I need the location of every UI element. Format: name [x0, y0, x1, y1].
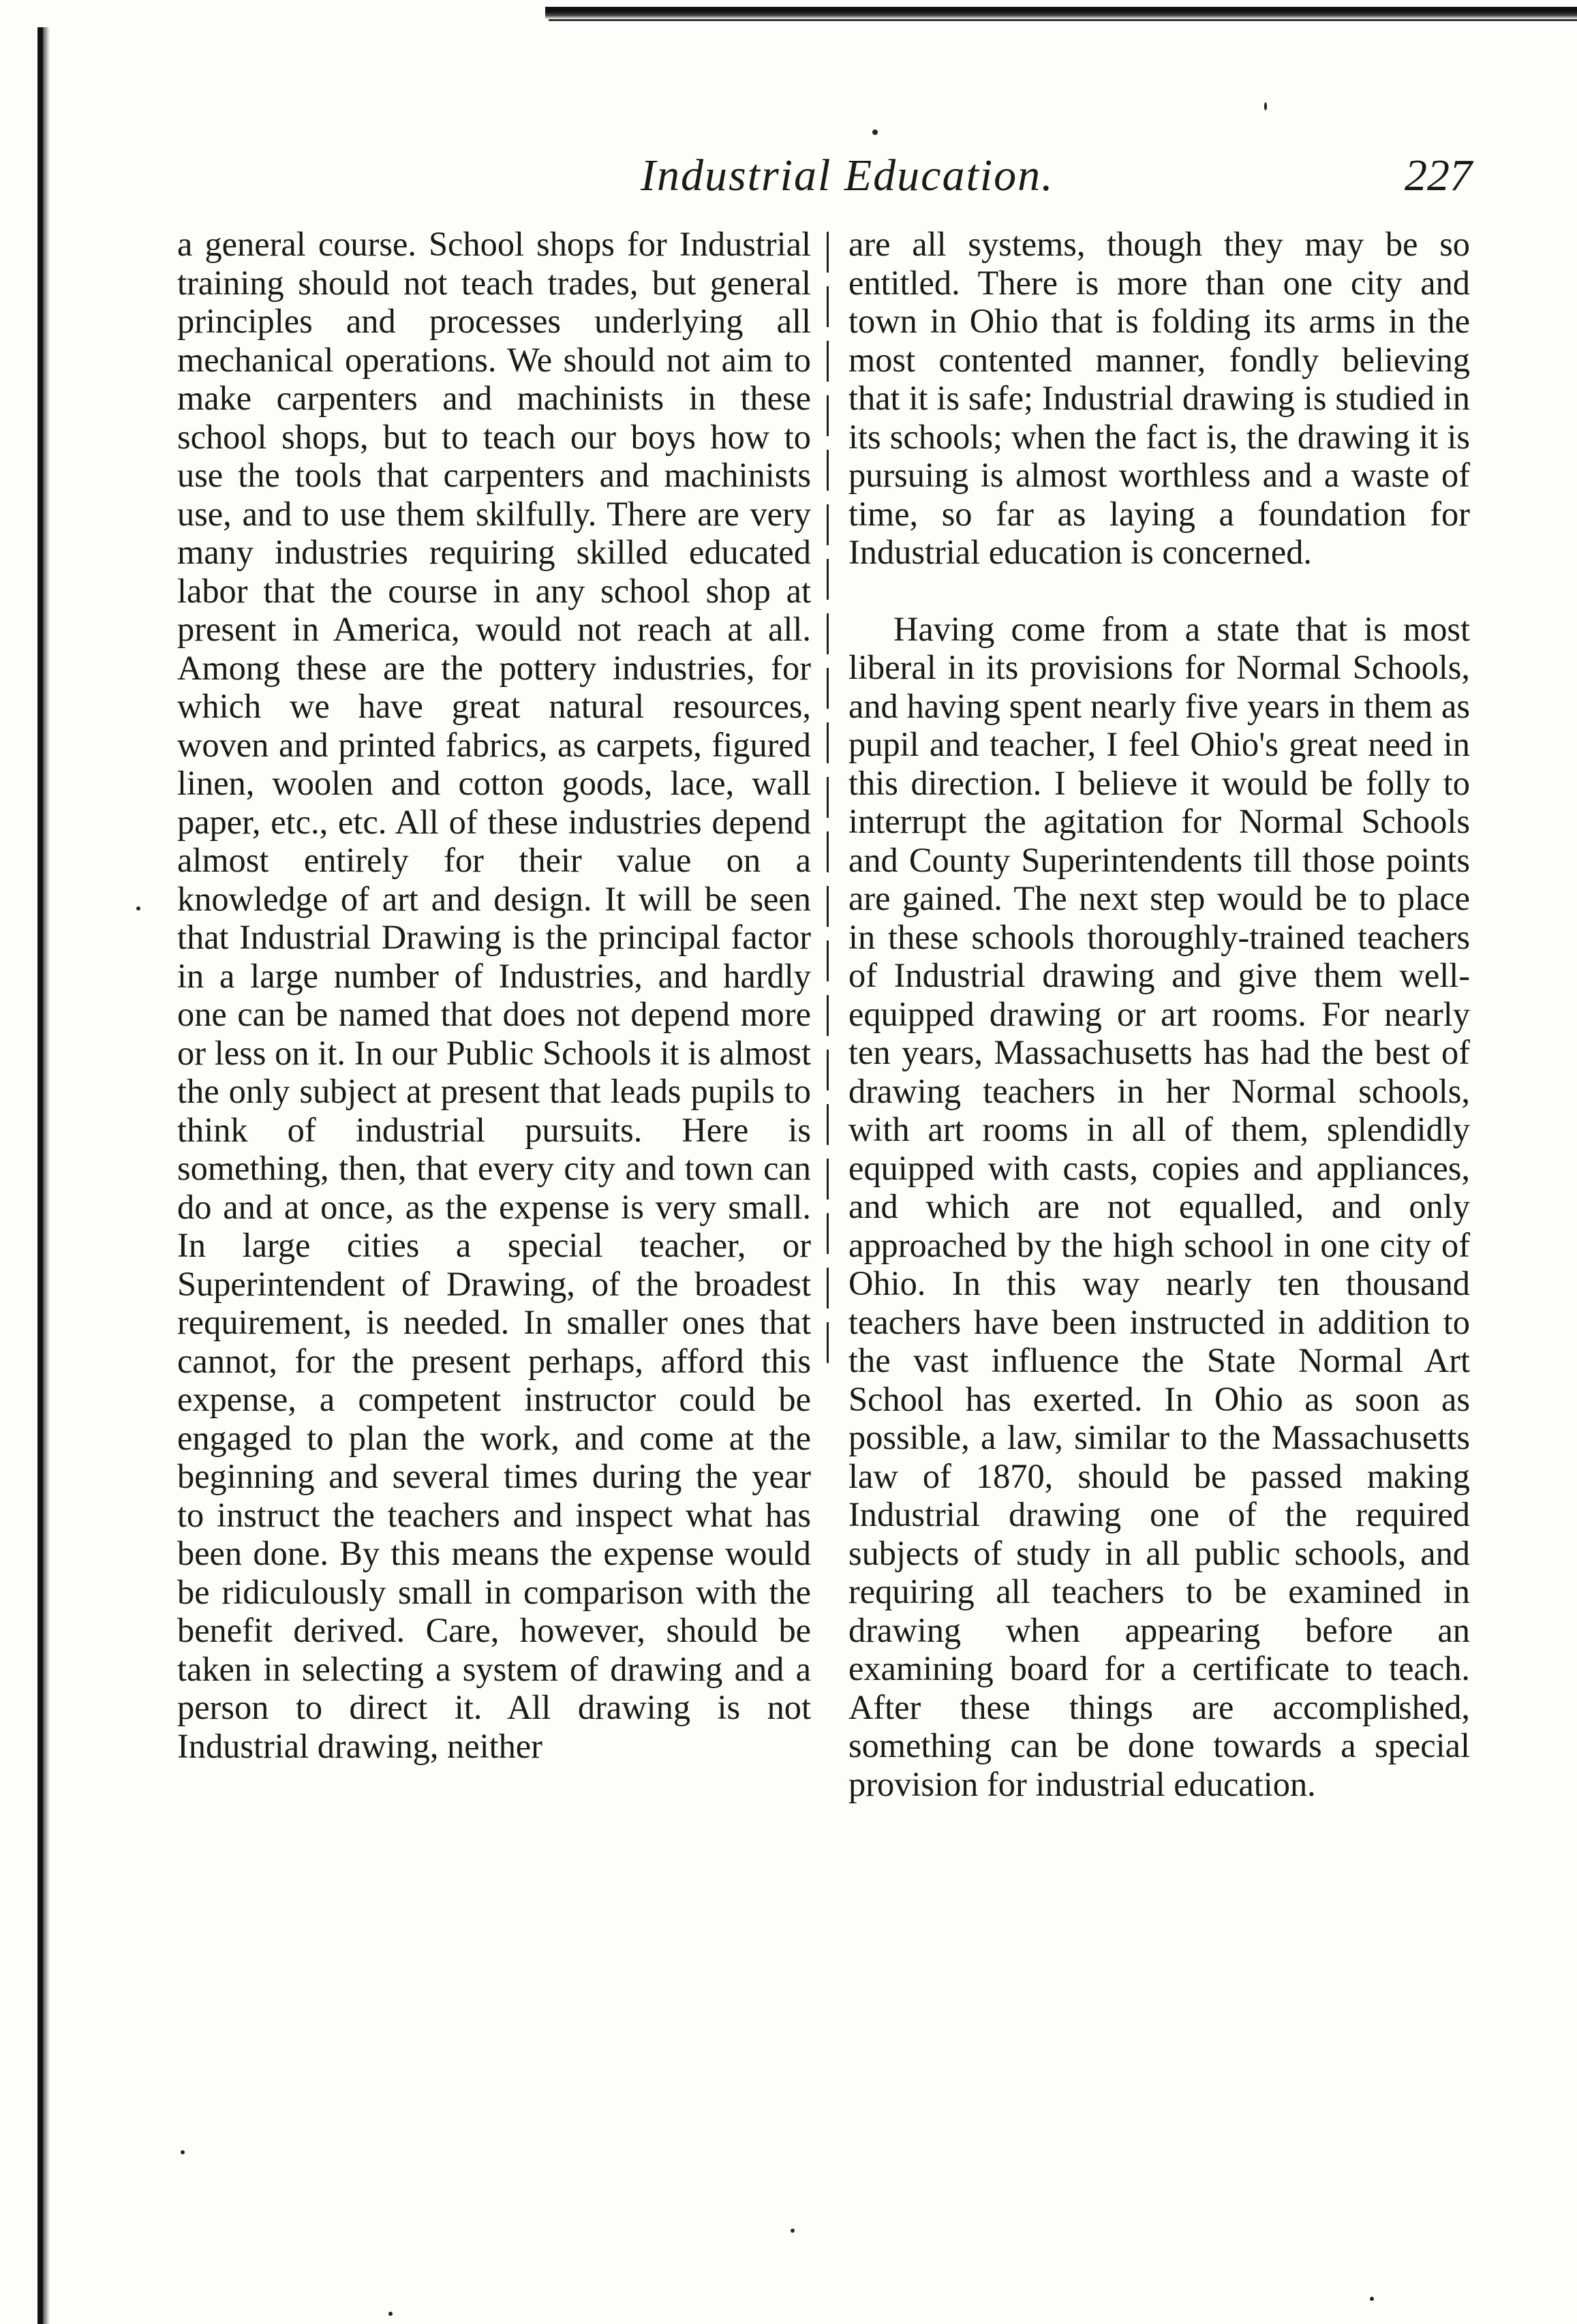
ink-speck [1370, 2297, 1374, 2301]
ink-speck [872, 129, 878, 135]
right-column [848, 225, 1470, 1803]
ink-speck [1264, 102, 1267, 110]
running-head [177, 150, 1472, 204]
left-column [177, 225, 811, 1765]
ink-speck [791, 2229, 795, 2233]
binding-shadow [43, 27, 50, 2324]
top-edge-rule [545, 7, 1577, 19]
column-gutter-rule [827, 232, 829, 1377]
top-edge-thin-rule [549, 19, 1577, 21]
left-column-text: a general course. School shops for Industrial training should not teach trades, but general principles and processes underlying all mechanical operations. We should not aim to make carpenters and machinists in these school shops, but to teach our boys how to use the tools that carpenters and machinists use, and to use them skilfully. There are very many industries requiring skilled educated labor that the course in any school shop at present in America, would not reach at all. Among these are the pottery industries, for which we have great natural resources, woven and printed fabrics, as carpets, figured linen, woolen and cotton goods, lace, wall paper, etc., etc. All of these industries depend almost entirely for their value on a knowledge of art and design. It will be seen that Industrial Drawing is the principal factor in a large number of Industries, and hardly one can be named that does not depend more or less on it. In our Public Schools it is almost the only subject at present that leads pupils to think of industrial pursuits. Here is something, then, that every city and town can do and at once, as the expense is very small. In large cities a special teacher, or Superintendent of Drawing, of the broadest requirement, is needed. In smaller ones that cannot, for the present perhaps, afford this expense, a competent instructor could be engaged to plan the work, and come at the beginning and several times during the year to instruct the teachers and inspect what has been done. By this means the expense would be ridiculously small in comparison with the benefit derived. Care, however, should be taken in selecting a system of drawing and a person to direct it. All drawing is not Industrial drawing, neither [177, 225, 811, 1765]
running-title: Industrial Education. [641, 151, 1054, 200]
right-column-paragraph-1: are all systems, though they may be so entitled. There is more than one city and town in Ohio that is folding its arms in the most contented manner, fondly believing that it is safe; Industrial drawing is studied in its schools; when the fact is, the drawing it is pursuing is almost worthless and a waste of time, so far as laying a foundation for Industrial education is concerned. [848, 225, 1470, 571]
binding-edge [37, 27, 43, 2324]
page-number: 227 [1405, 151, 1472, 200]
ink-speck [136, 906, 140, 911]
right-column-paragraph-2: Having come from a state that is most liberal in its provisions for Normal Schools, and having spent nearly five years in them as pupil and teacher, I feel Ohio's great need in this direction. I believe it would be folly to interrupt the agitation for Normal Schools and County Superintendents till those points are gained. The next step would be to place in these schools thoroughly-trained teachers of Industrial drawing and give them well-equipped drawing or art rooms. For nearly ten years, Massachusetts has had the best of drawing teachers in her Normal schools, with art rooms in all of them, splendidly equipped with casts, copies and appliances, and which are not equalled, and only approached by the high school in one city of Ohio. In this way nearly ten thousand teachers have been instructed in addition to the vast influence the State Normal Art School has exerted. In Ohio as soon as possible, a law, similar to the Massachusetts law of 1870, should be passed making Industrial drawing one of the required subjects of study in all public schools, and requiring all teachers to be examined in drawing when appearing before an examining board for a certificate to teach. After these things are accomplished, something can be done towards a special provision for industrial education. [848, 609, 1470, 1803]
ink-speck [181, 2150, 185, 2154]
ink-speck [388, 2312, 393, 2316]
